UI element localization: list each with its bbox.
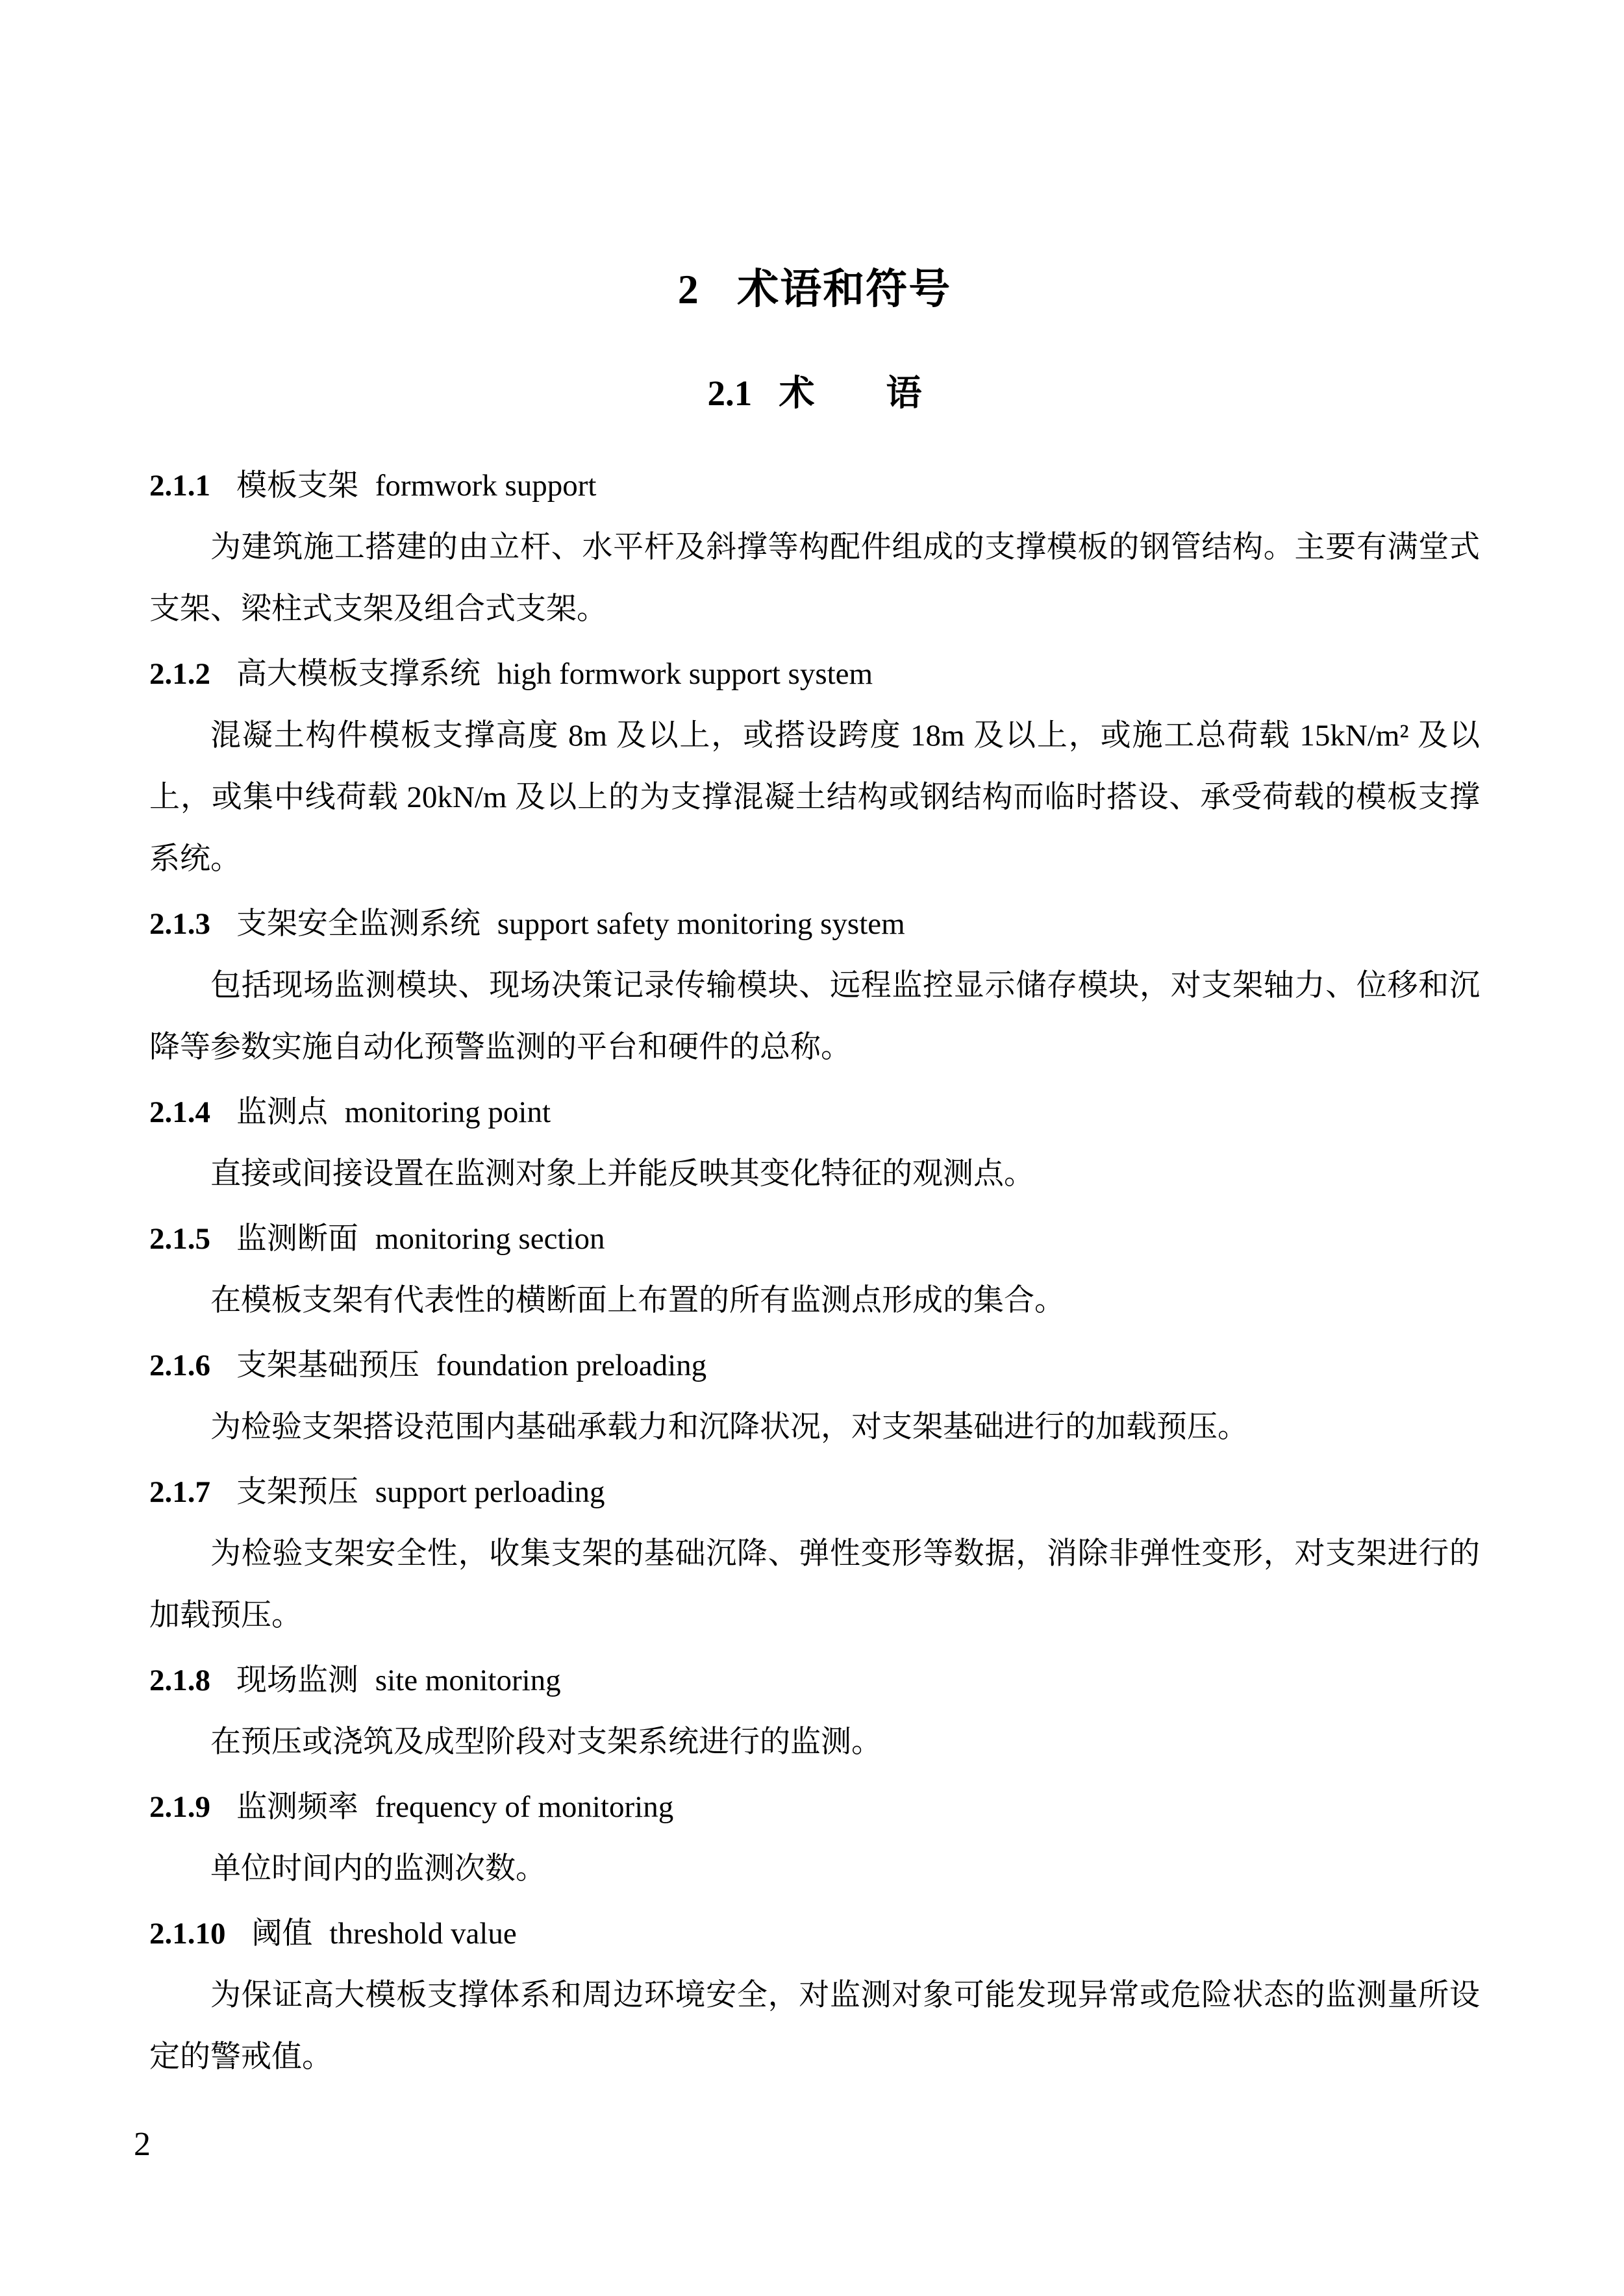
term-number: 2.1.10: [149, 1916, 226, 1951]
term-entry: [149, 1082, 1480, 1205]
term-entry: [149, 893, 1480, 1079]
term-definition: 直接或间接设置在监测对象上并能反映其变化特征的观测点。: [210, 1156, 1034, 1191]
term-definition: 在预压或浇筑及成型阶段对支架系统进行的监测。: [210, 1725, 882, 1759]
term-definition: 为建筑施工搭建的由立杆、水平杆及斜撑等构配件组成的支撑模板的钢管结构。主要有满堂式支架、梁柱式支架及组合式支架。: [149, 530, 1480, 626]
term-heading: [149, 1462, 1480, 1523]
term-definition: 在模板支架有代表性的横断面上布置的所有监测点形成的集合。: [210, 1283, 1065, 1317]
term-name-en: formwork support: [375, 468, 597, 503]
term-name-en: monitoring section: [375, 1221, 605, 1256]
term-name-en: high formwork support system: [497, 656, 873, 691]
term-heading: [149, 1903, 1480, 1965]
term-number: 2.1.5: [149, 1221, 210, 1256]
term-number: 2.1.8: [149, 1663, 210, 1697]
term-definition: 为保证高大模板支撑体系和周边环境安全，对监测对象可能发现异常或危险状态的监测量所设定的警戒值。: [149, 1978, 1480, 2074]
term-name-zh: 监测点: [236, 1095, 328, 1129]
term-entry: [149, 1208, 1480, 1332]
term-heading: [149, 893, 1480, 955]
term-number: 2.1.7: [149, 1475, 210, 1509]
term-name-zh: 监测频率: [236, 1790, 358, 1824]
section-heading: [149, 372, 1480, 415]
terms-list: [149, 455, 1480, 2088]
term-name-en: threshold value: [329, 1916, 517, 1951]
term-name-en: support safety monitoring system: [497, 906, 905, 941]
term-name-zh: 监测断面: [236, 1221, 358, 1256]
term-definition: 包括现场监测模块、现场决策记录传输模块、远程监控显示储存模块，对支架轴力、位移和沉降等参数实施自动化预警监测的平台和硬件的总称。: [149, 968, 1480, 1064]
term-number: 2.1.6: [149, 1348, 210, 1382]
term-entry: [149, 643, 1480, 890]
term-name-en: foundation preloading: [436, 1348, 707, 1382]
term-heading: [149, 1082, 1480, 1143]
term-definition: 混凝土构件模板支撑高度 8m 及以上，或搭设跨度 18m 及以上，或施工总荷载 15kN/m² 及以上，或集中线荷载 20kN/m 及以上的为支撑混凝土结构或钢结构而临时搭设、承受荷载的模板支撑系统。: [149, 718, 1480, 876]
term-number: 2.1.2: [149, 656, 210, 691]
term-heading: [149, 643, 1480, 705]
term-name-zh: 阈值: [251, 1916, 313, 1951]
term-heading: [149, 1650, 1480, 1712]
section-title: 术 语: [779, 373, 922, 413]
chapter-heading: [149, 265, 1480, 315]
term-entry: [149, 1777, 1480, 1900]
chapter-number: 2: [677, 266, 700, 312]
term-entry: [149, 1650, 1480, 1773]
term-name-zh: 支架安全监测系统: [236, 906, 481, 941]
term-name-en: monitoring point: [344, 1095, 551, 1129]
chapter-title: 术语和符号: [737, 266, 952, 312]
term-entry: [149, 1335, 1480, 1458]
term-number: 2.1.9: [149, 1790, 210, 1824]
term-heading: [149, 455, 1480, 517]
term-name-zh: 高大模板支撑系统: [236, 656, 481, 691]
page-content: [0, 265, 1624, 2088]
term-heading: [149, 1335, 1480, 1397]
term-name-en: site monitoring: [375, 1663, 561, 1697]
term-heading: [149, 1208, 1480, 1270]
page-number: 2: [134, 2126, 151, 2163]
term-name-zh: 模板支架: [236, 468, 358, 503]
term-number: 2.1.1: [149, 468, 210, 503]
term-name-zh: 支架基础预压: [236, 1348, 419, 1382]
term-definition: 单位时间内的监测次数。: [210, 1851, 546, 1886]
section-number: 2.1: [707, 373, 753, 413]
term-definition: 为检验支架搭设范围内基础承载力和沉降状况，对支架基础进行的加载预压。: [210, 1410, 1248, 1444]
term-name-zh: 支架预压: [236, 1475, 358, 1509]
term-number: 2.1.4: [149, 1095, 210, 1129]
term-name-en: support perloading: [375, 1475, 605, 1509]
term-name-zh: 现场监测: [236, 1663, 358, 1697]
term-entry: [149, 1903, 1480, 2088]
term-number: 2.1.3: [149, 906, 210, 941]
term-entry: [149, 455, 1480, 640]
term-definition: 为检验支架安全性，收集支架的基础沉降、弹性变形等数据，消除非弹性变形，对支架进行的加载预压。: [149, 1536, 1480, 1632]
term-entry: [149, 1462, 1480, 1647]
term-heading: [149, 1777, 1480, 1838]
term-name-en: frequency of monitoring: [375, 1790, 674, 1824]
